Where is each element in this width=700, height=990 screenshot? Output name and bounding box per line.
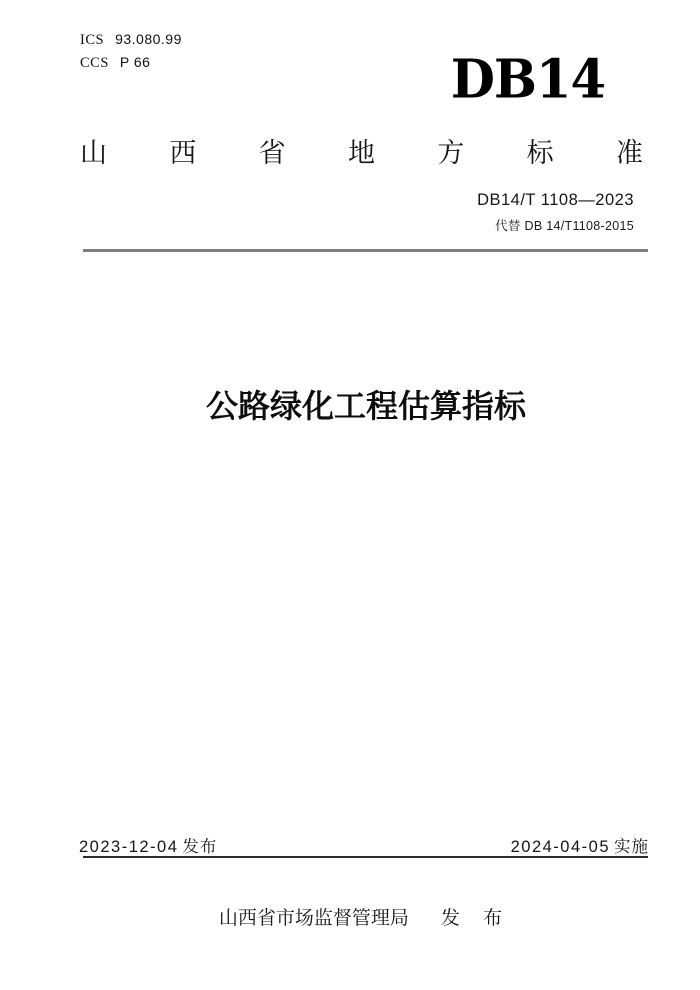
issue-date-group <box>79 833 217 857</box>
publisher-line <box>30 903 700 930</box>
standard-name <box>80 131 643 170</box>
ics-row <box>80 28 182 51</box>
publisher-name: 山西省市场监督管理局 <box>218 908 409 929</box>
ics-code: 93.080.99 <box>115 31 182 47</box>
publisher-action: 发 布 <box>440 908 512 929</box>
bottom-rule <box>83 856 648 858</box>
issue-label: 发布 <box>182 838 218 856</box>
supersedes-note: 代替 DB 14/T1108-2015 <box>495 219 634 233</box>
ccs-row <box>80 51 182 74</box>
standard-name-char: 准 <box>615 138 643 168</box>
standard-number: DB14/T 1108—2023 <box>477 191 634 209</box>
standard-name-char: 西 <box>169 138 197 168</box>
ccs-label: CCS <box>80 55 109 71</box>
ics-label: ICS <box>80 32 105 48</box>
classification-block <box>80 28 182 74</box>
db14-logo: DB14 <box>450 48 605 112</box>
standard-name-char: 方 <box>437 138 465 168</box>
standard-name-char: 省 <box>258 138 286 168</box>
top-rule <box>83 249 648 252</box>
standard-name-char: 标 <box>526 138 554 168</box>
ccs-code: P 66 <box>119 54 151 70</box>
dates-row <box>79 833 649 857</box>
implementation-label: 实施 <box>614 838 649 856</box>
implementation-date-group <box>511 833 649 857</box>
issue-date: 2023-12-04 <box>79 838 179 856</box>
standard-name-char: 山 <box>80 138 107 168</box>
standard-name-char: 地 <box>347 138 375 168</box>
implementation-date: 2024-04-05 <box>510 838 610 856</box>
document-title: 公路绿化工程估算指标 <box>205 388 526 424</box>
